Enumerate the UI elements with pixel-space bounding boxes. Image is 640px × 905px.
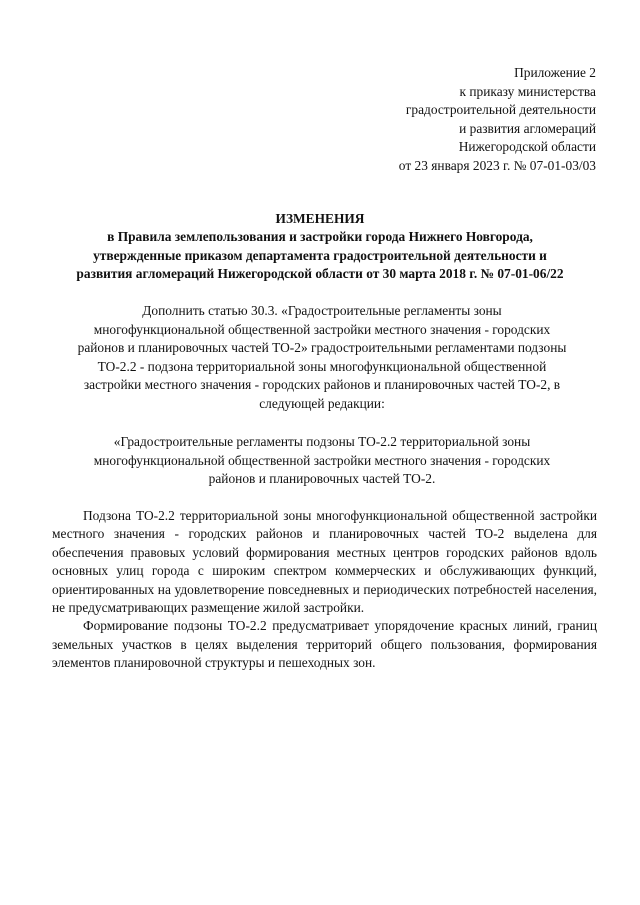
annex-line: к приказу министерства (459, 83, 596, 99)
body-paragraph: Подзона ТО-2.2 территориальной зоны многофункциональной общественной застройки местного значения - городских районов и планировочных частей ТО-2 выделена для обеспечения правовых условий формирования местных центров городских районов вдоль основных улиц города с широким спектром коммерческих и обслуживающих функций, ориентированных на удовлетворение повседневных и периодических потребностей населения, не предусматривающих размещение жилой застройки. (52, 508, 597, 616)
annex-line: от 23 января 2023 г. № 07-01-03/03 (398, 157, 596, 173)
quote-line: «Градостроительные регламенты подзоны ТО-2.2 территориальной зоны (113, 434, 531, 449)
body-text (52, 507, 597, 673)
annex-line: градостроительной деятельности (405, 102, 596, 118)
annex-block (399, 64, 596, 176)
quote-line: многофункциональной общественной застройки местного значения - городских (93, 452, 551, 468)
intro-paragraph (52, 302, 592, 414)
body-paragraph: Формирование подзоны ТО-2.2 предусматривает упорядочение красных линий, границ земельных участков в целях выделения территорий общего пользования, формирования элементов планировочной структуры и пешеходных зон. (52, 618, 597, 671)
annex-line: Нижегородской области (458, 139, 596, 155)
intro-line: районов и планировочных частей ТО-2» градостроительными регламентами подзоны (77, 340, 567, 356)
quote-line: районов и планировочных частей ТО-2. (208, 471, 436, 487)
title-line: в Правила землепользования и застройки города Нижнего Новгорода, (107, 229, 533, 245)
intro-line: ТО-2.2 - подзона территориальной зоны многофункциональной общественной (97, 358, 547, 374)
title-line: утвержденные приказом департамента градостроительной деятельности и (93, 247, 547, 263)
intro-line: следующей редакции: (259, 395, 385, 411)
regulation-heading (52, 433, 592, 489)
intro-line: застройки местного значения - городских районов и планировочных частей ТО-2, в (83, 377, 561, 393)
intro-line: многофункциональной общественной застройки местного значения - городских (93, 321, 551, 337)
title-heading: ИЗМЕНЕНИЯ (275, 211, 365, 226)
annex-line: и развития агломераций (459, 120, 596, 136)
title-line: развития агломераций Нижегородской области от 30 марта 2018 г. № 07-01-06/22 (76, 266, 564, 282)
intro-line: Дополнить статью 30.3. «Градостроительные регламенты зоны (142, 303, 502, 318)
document-title (40, 210, 600, 284)
annex-line: Приложение 2 (514, 65, 596, 80)
